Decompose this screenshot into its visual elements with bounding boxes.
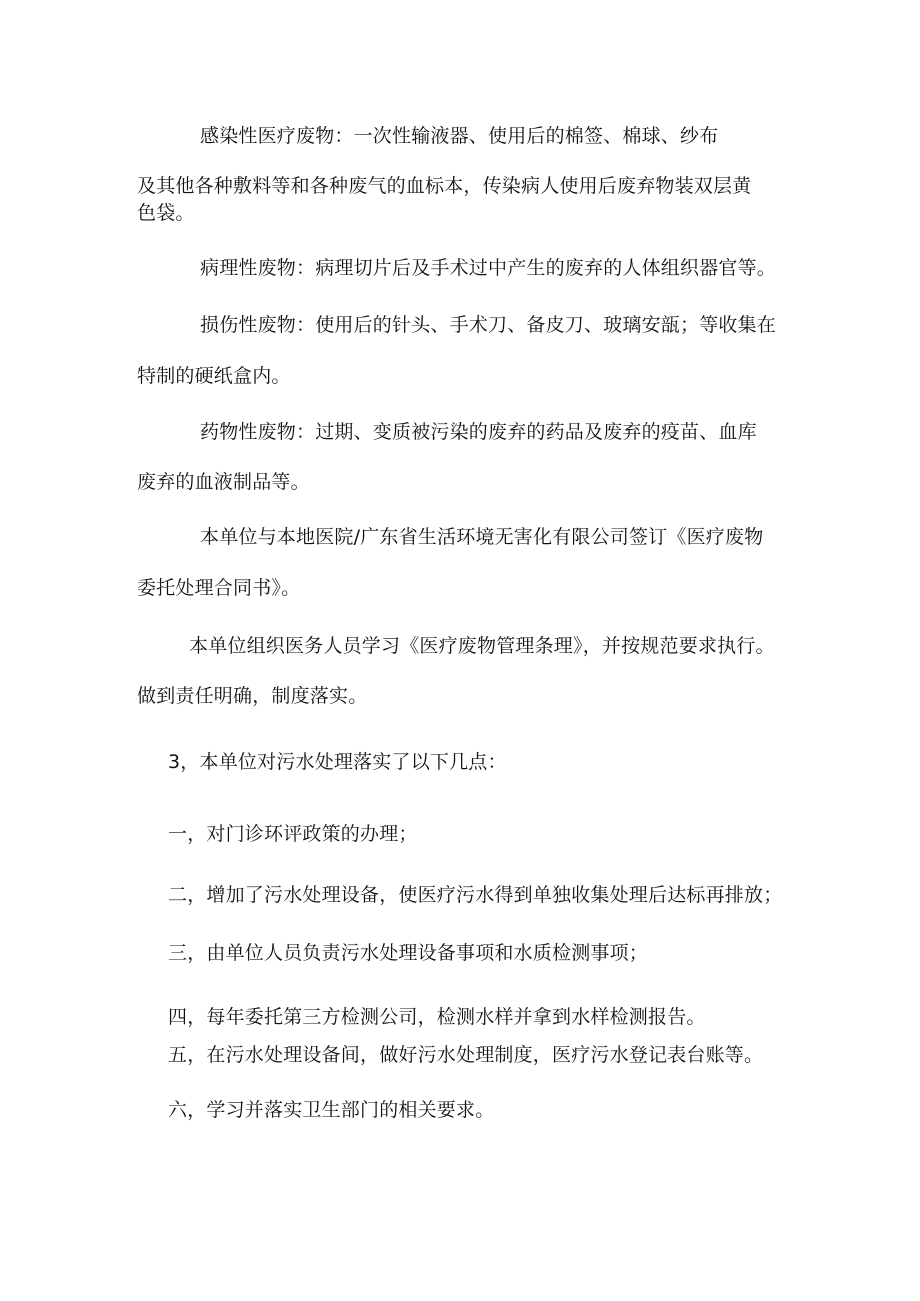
measure-item-4: 四，每年委托第三方检测公司，检测水样并拿到水样检测报告。	[168, 1006, 706, 1028]
infectious-waste-line-1: 感染性医疗废物：一次性输液器、使用后的棉签、棉球、纱布	[200, 125, 719, 147]
pharmaceutical-waste-line-2: 废弃的血液制品等。	[137, 471, 310, 493]
training-line-2: 做到责任明确，制度落实。	[137, 685, 368, 707]
infectious-waste-line-3: 色袋。	[137, 202, 195, 224]
measure-item-1: 一，对门诊环评政策的办理；	[168, 823, 418, 845]
section-3-heading: 3，本单位对污水处理落实了以下几点：	[168, 751, 507, 773]
training-line-1: 本单位组织医务人员学习《医疗废物管理条理》，并按规范要求执行。	[189, 635, 775, 657]
contract-line-1: 本单位与本地医院/广东省生活环境无害化有限公司签订《医疗废物	[200, 526, 764, 548]
infectious-waste-line-2: 及其他各种敷料等和各种废气的血标本，传染病人使用后废弃物装双层黄	[137, 175, 752, 197]
measure-item-5: 五，在污水处理设备间，做好污水处理制度，医疗污水登记表台账等。	[168, 1044, 764, 1066]
pharmaceutical-waste-line-1: 药物性废物：过期、变质被污染的废弃的药品及废弃的疫苗、血库	[200, 421, 757, 443]
pathological-waste-line-1: 病理性废物：病理切片后及手术过中产生的废弃的人体组织器官等。	[200, 257, 777, 279]
measure-item-3: 三，由单位人员负责污水处理设备事项和水质检测事项；	[168, 942, 649, 964]
sharps-waste-line-2: 特制的硬纸盒内。	[137, 365, 291, 387]
contract-line-2: 委托处理合同书》。	[137, 577, 301, 599]
measure-item-2: 二，增加了污水处理设备，使医疗污水得到单独收集处理后达标再排放；	[168, 884, 783, 906]
sharps-waste-line-1: 损伤性废物：使用后的针头、手术刀、备皮刀、玻璃安瓿；等收集在	[200, 314, 777, 336]
measure-item-6: 六，学习并落实卫生部门的相关要求。	[168, 1099, 495, 1121]
